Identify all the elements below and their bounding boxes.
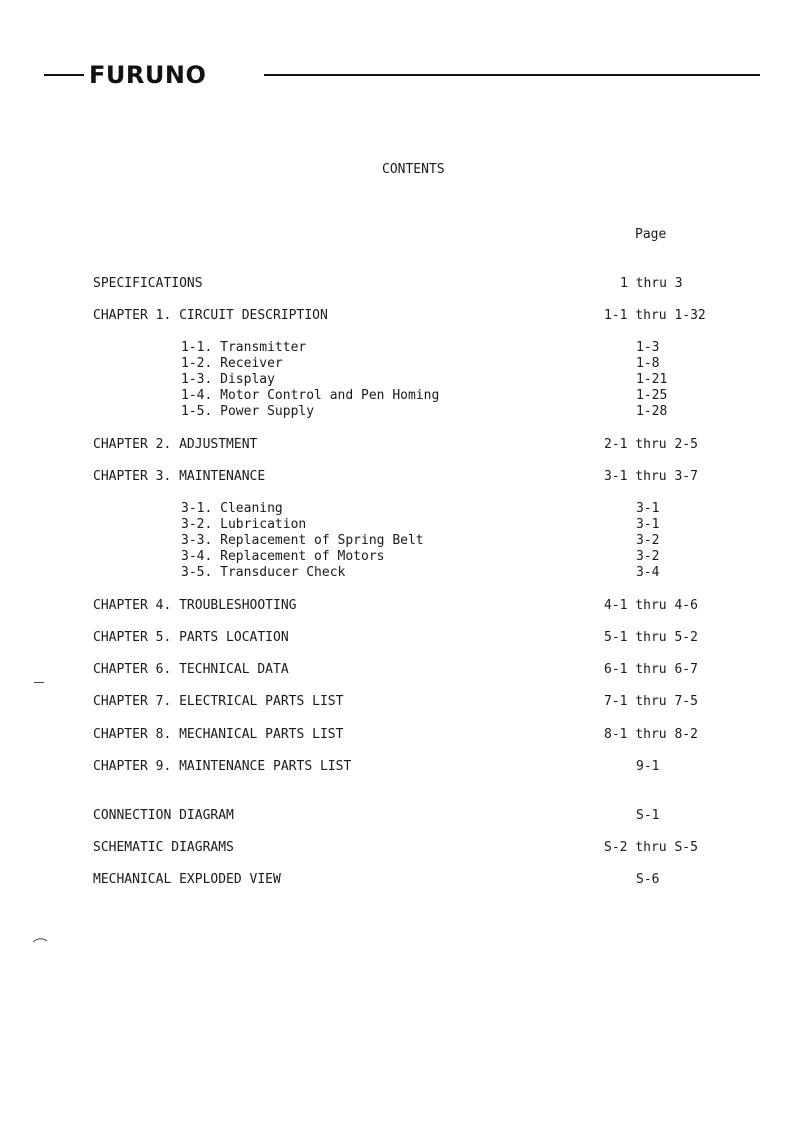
toc-entry-page: 3-4 [636,565,660,580]
toc-subentry: 3-5. Transducer Check [181,565,346,580]
margin-scan-mark [32,936,48,944]
toc-entry-page: 9-1 [636,759,660,774]
toc-entry: CHAPTER 1. CIRCUIT DESCRIPTION [93,308,328,323]
toc-entry: CHAPTER 6. TECHNICAL DATA [93,662,289,677]
toc-entry: CHAPTER 9. MAINTENANCE PARTS LIST [93,759,352,774]
toc-entry: CHAPTER 7. ELECTRICAL PARTS LIST [93,694,344,709]
toc-entry: SCHEMATIC DIAGRAMS [93,840,234,855]
toc-entry-page: 1-21 [636,372,668,387]
toc-entry-page: 1-3 [636,340,660,355]
toc-entry-page: 2-1 thru 2-5 [604,437,698,452]
toc-entry-page: S-2 thru S-5 [604,840,698,855]
toc-entry-page: S-6 [636,872,660,887]
toc-entry-page: 6-1 thru 6-7 [604,662,698,677]
toc-entry: CONNECTION DIAGRAM [93,808,234,823]
toc-entry: CHAPTER 3. MAINTENANCE [93,469,266,484]
toc-entry-page: 3-2 [636,549,660,564]
toc-entry: CHAPTER 2. ADJUSTMENT [93,437,258,452]
toc-entry-page: S-1 [636,808,660,823]
toc-entry-page: 1-28 [636,404,668,419]
toc-subentry: 3-1. Cleaning [181,501,283,516]
toc-subentry: 1-1. Transmitter [181,340,307,355]
toc-entry: MECHANICAL EXPLODED VIEW [93,872,281,887]
toc-entry-page: 3-2 [636,533,660,548]
page-title: CONTENTS [382,162,445,177]
toc-entry: CHAPTER 8. MECHANICAL PARTS LIST [93,727,344,742]
toc-entry: CHAPTER 4. TROUBLESHOOTING [93,598,297,613]
brand-text: FURUNO [89,61,207,89]
toc-subentry: 1-4. Motor Control and Pen Homing [181,388,440,403]
header-rule-right [264,74,760,76]
toc-entry-page: 3-1 thru 3-7 [604,469,698,484]
margin-scan-mark [34,682,44,683]
toc-entry-page: 3-1 [636,517,660,532]
toc-entry-page: 1-25 [636,388,668,403]
page-column-header: Page [635,227,667,242]
toc-subentry: 3-3. Replacement of Spring Belt [181,533,424,548]
furuno-logo [89,60,259,90]
header-rule-left [44,74,84,76]
toc-entry-page: 1 thru 3 [620,276,683,291]
toc-subentry: 1-2. Receiver [181,356,283,371]
toc-subentry: 1-3. Display [181,372,275,387]
toc-entry-page: 1-8 [636,356,660,371]
toc-entry-page: 4-1 thru 4-6 [604,598,698,613]
furuno-logo-graphic [89,60,259,90]
toc-entry: CHAPTER 5. PARTS LOCATION [93,630,289,645]
toc-subentry: 1-5. Power Supply [181,404,315,419]
toc-entry-page: 8-1 thru 8-2 [604,727,698,742]
toc-entry: SPECIFICATIONS [93,276,203,291]
toc-subentry: 3-4. Replacement of Motors [181,549,385,564]
toc-subentry: 3-2. Lubrication [181,517,307,532]
toc-entry-page: 7-1 thru 7-5 [604,694,698,709]
toc-entry-page: 3-1 [636,501,660,516]
toc-entry-page: 1-1 thru 1-32 [604,308,706,323]
toc-entry-page: 5-1 thru 5-2 [604,630,698,645]
